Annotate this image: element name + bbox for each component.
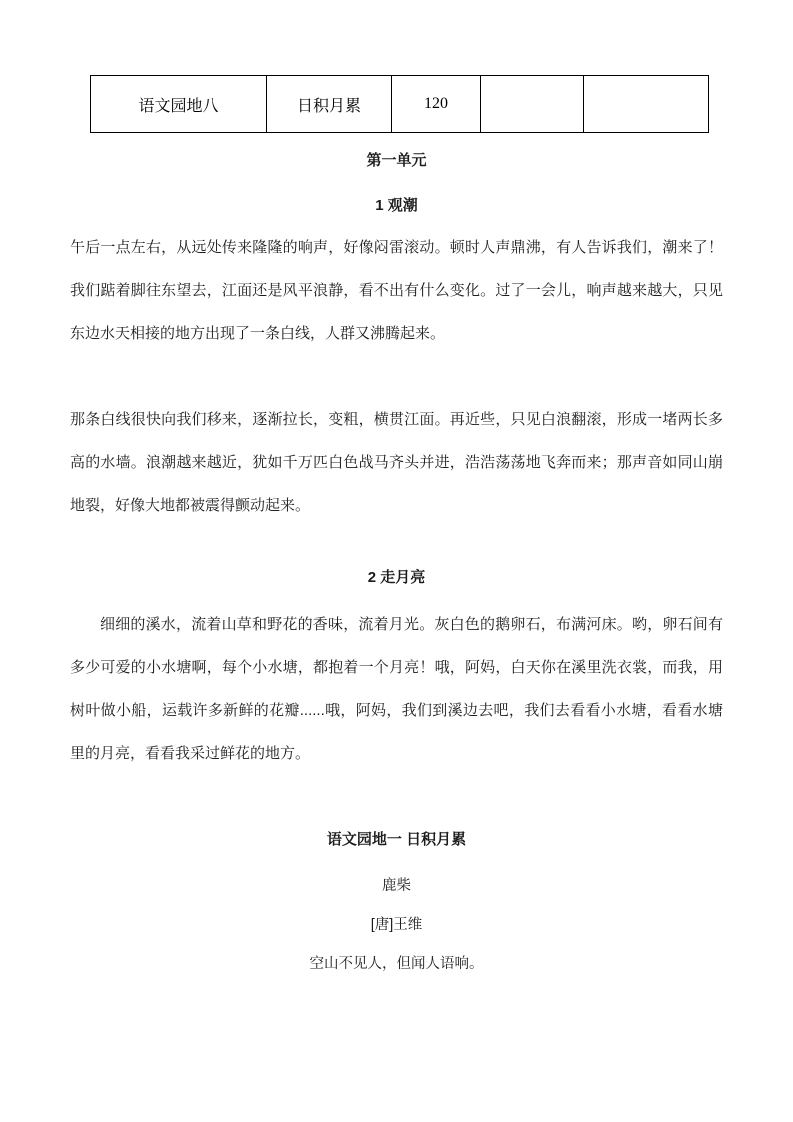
garden-heading: 语文园地一 日积月累 <box>326 831 467 848</box>
table-cell-lesson: 语文园地八 <box>91 76 267 133</box>
lesson1-heading: 1 观潮 <box>375 197 418 214</box>
lesson2-heading: 2 走月亮 <box>367 569 426 586</box>
table-cell-empty-2 <box>584 76 709 133</box>
table-row <box>91 76 709 133</box>
table-cell-section: 日积月累 <box>267 76 392 133</box>
header-table <box>90 75 709 133</box>
poem-author: [唐]王维 <box>370 917 423 933</box>
lesson2-paragraph-1: 细细的溪水，流着山草和野花的香味，流着月光。灰白色的鹅卵石，布满河床。哟，卵石间有多少可爱的小水塘啊，每个小水塘，都抱着一个月亮！哦，阿妈，白天你在溪里洗衣裳，而我，用树叶做小船，运载许多新鲜的花瓣......哦，阿妈，我们到溪边去吧，我们去看看小水塘，看看水塘里的月亮，看看我采过鲜花的地方。 <box>70 616 723 762</box>
poem-line-1: 空山不见人，但闻人语响。 <box>309 956 484 972</box>
poem-title: 鹿柴 <box>382 878 411 894</box>
lesson1-paragraph-1: 午后一点左右，从远处传来隆隆的响声，好像闷雷滚动。顿时人声鼎沸，有人告诉我们，潮来了！我们踮着脚往东望去，江面还是风平浪静，看不出有什么变化。过了一会儿，响声越来越大，只见东边水天相接的地方出现了一条白线，人群又沸腾起来。 <box>70 239 723 342</box>
unit-heading: 第一单元 <box>366 152 427 169</box>
table-cell-empty-1 <box>481 76 584 133</box>
lesson1-paragraph-2: 那条白线很快向我们移来，逐渐拉长，变粗，横贯江面。再近些，只见白浪翻滚，形成一堵两长多高的水墙。浪潮越来越近，犹如千万匹白色战马齐头并进，浩浩荡荡地飞奔而来；那声音如同山崩地裂，好像大地都被震得颤动起来。 <box>70 411 723 514</box>
table-cell-page-number: 120 <box>392 76 481 133</box>
